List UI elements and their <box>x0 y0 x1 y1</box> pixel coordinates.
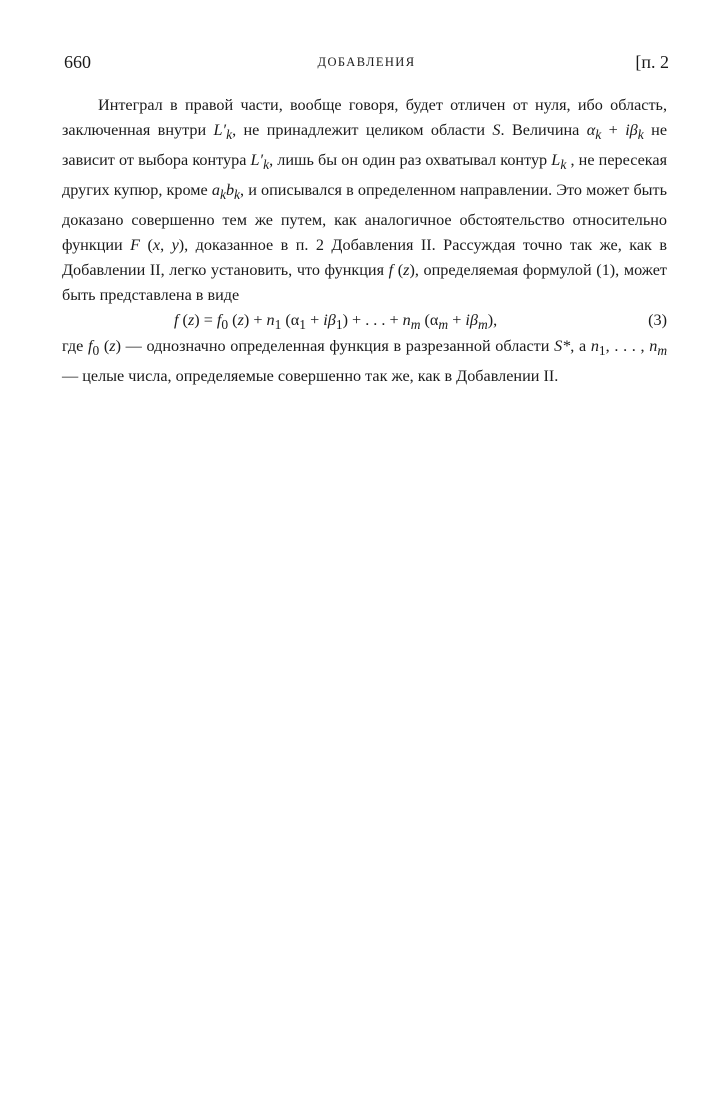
math-variable: L′ <box>250 151 264 170</box>
math-subscript: k <box>595 127 602 143</box>
paragraph <box>62 334 667 389</box>
text-run: , а <box>570 336 587 355</box>
running-head <box>64 52 669 76</box>
text-run: ), определяемая формулой (1), может быть представлена в виде <box>62 261 667 305</box>
text-run: , . . . , <box>605 336 645 355</box>
display-equation <box>62 308 667 334</box>
text-run: Интеграл в правой части, вообще говоря, будет отличен от нуля, ибо область, заключенная внутри <box>62 96 667 139</box>
math-variable: n <box>590 336 599 355</box>
math-symbol: ) <box>342 310 348 329</box>
equation-number: (3) <box>648 310 667 329</box>
math-symbol: ) <box>194 310 200 329</box>
math-symbol: ( <box>178 310 188 329</box>
math-operator: + <box>249 310 267 329</box>
math-variable: L′ <box>213 120 227 139</box>
text-run: не зависит от выбора контура <box>62 120 667 170</box>
math-subscript: m <box>438 317 449 333</box>
text-run: — целые числа, определяемые совершенно так же, как в Добавлении II. <box>62 367 559 386</box>
text-run: , не принадлежит целиком области <box>232 120 486 139</box>
text-run: ( <box>99 336 110 355</box>
text-run: ), доказанное в п. 2 Добавления II. Рассуждая точно так же, как в Добавлении II, легко установить, что функция <box>62 236 667 280</box>
math-variable: β <box>327 310 336 329</box>
text-run: , не пересекая других купюр, кроме <box>62 151 668 200</box>
math-variable: z <box>109 336 116 355</box>
body-text <box>62 93 667 389</box>
text-run: ( <box>140 236 153 255</box>
math-variable: x <box>152 236 161 255</box>
math-variable: β <box>469 310 478 329</box>
math-variable: i <box>323 310 328 329</box>
math-subscript: 0 <box>92 343 100 359</box>
text-run: . Величина <box>500 120 580 139</box>
paragraph <box>62 93 667 308</box>
math-subscript: k <box>234 187 241 203</box>
math-variable: S* <box>554 336 571 355</box>
section-marker: [п. 2 <box>635 52 669 72</box>
math-variable: F <box>130 236 141 255</box>
text-run: ( <box>393 261 404 280</box>
math-symbol: ( <box>228 310 238 329</box>
math-variable: f <box>388 261 394 280</box>
text-run: , <box>160 236 172 255</box>
math-subscript: 1 <box>299 317 307 333</box>
math-operator: + <box>448 310 466 329</box>
running-title: ДОБАВЛЕНИЯ <box>317 55 416 69</box>
math-symbol: ) <box>243 310 250 329</box>
math-subscript: 1 <box>274 317 282 333</box>
math-subscript: m <box>410 317 421 333</box>
math-operator: + <box>385 310 403 329</box>
math-variable: f <box>87 336 93 355</box>
math-variable: f <box>216 310 222 329</box>
math-ellipsis: . . . <box>365 310 386 329</box>
math-symbol: ), <box>487 310 498 329</box>
math-subscript: 1 <box>598 343 606 359</box>
math-subscript: 1 <box>335 317 343 333</box>
equation-body <box>174 308 497 338</box>
math-variable: y <box>171 236 179 255</box>
math-variable: n <box>266 310 275 329</box>
math-variable: a <box>211 181 220 200</box>
math-operator: + <box>347 310 366 329</box>
math-subscript: k <box>219 187 226 203</box>
math-variable: n <box>402 310 411 329</box>
page-number: 660 <box>64 52 91 72</box>
math-subscript: k <box>263 157 270 173</box>
math-variable: f <box>174 310 179 329</box>
math-variable: i <box>465 310 470 329</box>
text-run: где <box>62 336 84 355</box>
math-variable: z <box>187 310 195 329</box>
math-variable: α <box>586 120 596 139</box>
math-variable: z <box>237 310 244 329</box>
text-run: , лишь бы он один раз охватывал контур <box>269 151 548 170</box>
math-subscript: k <box>637 127 644 143</box>
math-subscript: m <box>657 343 668 359</box>
math-subscript: k <box>226 127 233 143</box>
math-variable: b <box>225 181 235 200</box>
math-symbol: (α <box>281 310 300 329</box>
math-variable: S <box>492 120 501 139</box>
math-variable: z <box>403 261 410 280</box>
math-variable: iβ <box>625 120 638 139</box>
math-operator: + <box>306 310 324 329</box>
math-variable: L <box>551 151 561 170</box>
text-run: , и описывался в определенном направлении. Это может быть доказано совершенно тем же путем, как аналогичное обстоятельство относительно функции <box>62 181 668 255</box>
math-subscript: k <box>560 157 567 173</box>
math-operator: = <box>199 310 217 329</box>
text-run: ) — однозначно определенная функция в разрезанной области <box>115 336 550 355</box>
math-subscript: m <box>477 317 488 333</box>
math-subscript: 0 <box>221 317 229 333</box>
math-symbol: (α <box>420 310 439 329</box>
math-variable: n <box>649 336 658 355</box>
math-operator: + <box>601 120 626 139</box>
